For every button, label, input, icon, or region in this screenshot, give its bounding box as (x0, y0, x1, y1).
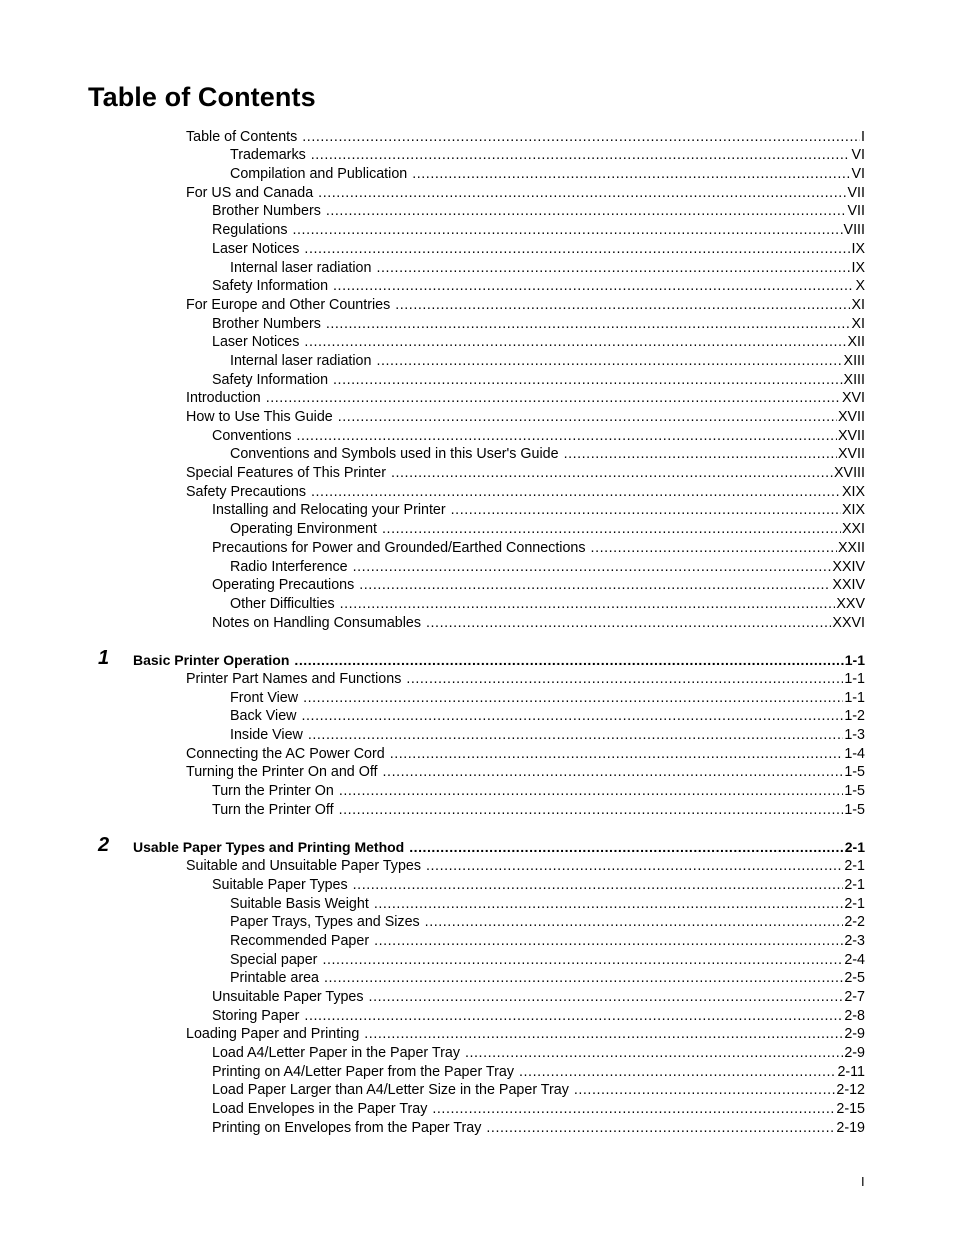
toc-entry-label: Loading Paper and Printing (186, 1026, 360, 1043)
toc-entry-page: 2-11 (837, 1063, 865, 1080)
toc-entry[interactable] (0, 183, 954, 202)
dot-leader (324, 970, 843, 987)
toc-entry[interactable] (0, 931, 954, 950)
dot-leader (304, 1008, 843, 1025)
dot-leader (519, 1064, 836, 1081)
dot-leader (406, 671, 843, 688)
toc-entry-page: 1-1 (844, 652, 865, 669)
toc-entry-label: Connecting the AC Power Cord (186, 745, 385, 762)
toc-entry-page: 1-5 (844, 783, 865, 800)
toc-entry-page: 1-2 (844, 708, 865, 725)
toc-entry[interactable] (0, 969, 954, 988)
dot-leader (426, 858, 843, 875)
toc-entry-page: 1-1 (844, 689, 865, 706)
toc-entry-label: Load A4/Letter Paper in the Paper Tray (212, 1045, 460, 1061)
dot-leader (359, 577, 831, 594)
toc-entry-page: VIII (843, 222, 865, 239)
dot-leader (382, 521, 841, 538)
toc-entry[interactable] (0, 370, 954, 389)
toc-entry-label: Safety Information (212, 278, 329, 295)
dot-leader (339, 783, 843, 800)
toc-entry-label: Suitable Basis Weight (230, 895, 369, 912)
toc-entry-page: XI (851, 315, 865, 332)
toc-entry-page: 2-5 (844, 970, 865, 987)
toc-entry-page: XIX (841, 483, 865, 500)
dot-leader (364, 1026, 843, 1043)
toc-entry[interactable] (0, 950, 954, 969)
toc-entry-page: 1-1 (844, 670, 865, 687)
toc-entry[interactable] (0, 781, 954, 800)
toc-entry[interactable] (0, 127, 954, 146)
dot-leader (564, 446, 837, 463)
toc-entry[interactable] (0, 482, 954, 501)
dot-leader (374, 933, 843, 950)
toc-entry-label: Printable area (230, 970, 320, 987)
toc-entry-label: Printing on A4/Letter Paper from the Paper Tray (212, 1063, 514, 1080)
dot-leader (574, 1082, 836, 1099)
toc-entry-label: Radio Interference (230, 558, 348, 575)
toc-entry-label: For Europe and Other Countries (186, 296, 391, 313)
toc-entry-page: XXV (836, 595, 865, 612)
toc-entry[interactable] (0, 707, 954, 726)
dot-leader (302, 129, 860, 146)
toc-entry[interactable] (0, 875, 954, 894)
toc-entry-label: Printer Part Names and Functions (186, 670, 402, 687)
toc-entry-label: Operating Environment (230, 521, 378, 538)
toc-entry[interactable] (0, 258, 954, 277)
toc-entry-label: Safety Precautions (186, 483, 307, 500)
dot-leader (591, 540, 837, 557)
dot-leader (338, 409, 837, 426)
toc-entry-page: VI (851, 166, 865, 183)
toc-entry-label: Back View (230, 708, 297, 725)
toc-entry-label: Turning the Printer On and Off (186, 764, 378, 781)
dot-leader (293, 222, 843, 239)
toc-list (0, 127, 954, 1137)
toc-entry-label: Printing on Envelopes from the Paper Tray (212, 1119, 482, 1136)
dot-leader (369, 989, 844, 1006)
dot-leader (374, 896, 844, 913)
toc-entry-page: XVII (837, 446, 865, 463)
dot-leader (383, 764, 844, 781)
toc-entry-label: Conventions and Symbols used in this User's Guide (230, 446, 559, 463)
toc-entry-page: XII (847, 334, 865, 351)
dot-leader (353, 877, 844, 894)
toc-entry[interactable] (0, 913, 954, 932)
toc-entry-page: XIII (843, 371, 865, 388)
toc-entry[interactable] (0, 389, 954, 408)
dot-leader (353, 559, 832, 576)
toc-chapter-entry[interactable] (0, 834, 954, 857)
toc-entry[interactable] (0, 220, 954, 239)
toc-entry-page: 2-15 (836, 1101, 865, 1118)
dot-leader (390, 746, 844, 763)
toc-entry-page: 1-5 (844, 764, 865, 781)
toc-entry-label: Load Paper Larger than A4/Letter Size in the Paper Tray (212, 1082, 569, 1099)
toc-entry[interactable] (0, 800, 954, 819)
toc-entry-page: XIX (841, 502, 865, 519)
toc-entry-label: For US and Canada (186, 184, 314, 201)
toc-entry-page: XXIV (832, 577, 865, 594)
toc-entry[interactable] (0, 1099, 954, 1118)
dot-leader (409, 839, 844, 856)
toc-entry[interactable] (0, 1118, 954, 1137)
toc-entry-label: Operating Precautions (212, 577, 355, 594)
toc-chapter-entry[interactable] (0, 647, 954, 670)
dot-leader (303, 690, 843, 707)
dot-leader (326, 316, 851, 333)
toc-entry-label: Turn the Printer Off (212, 801, 334, 818)
toc-entry-label: Special paper (230, 951, 318, 968)
toc-entry[interactable] (0, 594, 954, 613)
dot-leader (376, 260, 850, 277)
toc-entry-page: X (855, 278, 865, 295)
toc-entry[interactable] (0, 725, 954, 744)
toc-entry[interactable] (0, 164, 954, 183)
chapter-number: 1 (98, 647, 110, 670)
dot-leader (391, 465, 833, 482)
toc-entry-page: 2-4 (844, 951, 865, 968)
toc-entry-page: 2-19 (836, 1119, 865, 1136)
toc-entry[interactable] (0, 744, 954, 763)
toc-entry-page: XXIV (832, 558, 865, 575)
toc-entry-label: Trademarks (230, 147, 306, 164)
toc-entry[interactable] (0, 987, 954, 1006)
toc-entry-label: Special Features of This Printer (186, 465, 386, 482)
toc-entry-label: Storing Paper (212, 1007, 300, 1024)
toc-entry-page: 2-2 (844, 914, 865, 931)
toc-entry[interactable] (0, 763, 954, 782)
dot-leader (395, 297, 850, 314)
dot-leader (426, 615, 831, 632)
toc-entry-page: VII (847, 203, 865, 220)
toc-entry-page: XXII (837, 539, 865, 556)
toc-entry[interactable] (0, 1025, 954, 1044)
toc-entry-label: Turn the Printer On (212, 783, 334, 800)
toc-entry[interactable] (0, 856, 954, 875)
toc-entry-label: Usable Paper Types and Printing Method (133, 839, 405, 856)
toc-entry-page: 2-1 (844, 876, 865, 893)
dot-leader (333, 278, 854, 295)
toc-entry-page: 2-3 (844, 932, 865, 949)
toc-entry[interactable] (0, 295, 954, 314)
dot-leader (376, 353, 842, 370)
toc-entry-label: Recommended Paper (230, 932, 370, 949)
page-number: I (861, 1174, 865, 1189)
toc-entry-label: Safety Information (212, 371, 329, 388)
dot-leader (322, 952, 843, 969)
toc-entry-label: Internal laser radiation (230, 259, 372, 276)
toc-entry-label: Basic Printer Operation (133, 652, 290, 669)
dot-leader (486, 1120, 835, 1137)
toc-entry-page: XIII (843, 352, 865, 369)
toc-entry-label: Suitable Paper Types (212, 876, 348, 893)
toc-entry-label: How to Use This Guide (186, 409, 333, 425)
dot-leader (326, 203, 847, 220)
toc-entry[interactable] (0, 314, 954, 333)
toc-entry-page: XVII (837, 409, 865, 425)
toc-entry-page: XVI (841, 390, 865, 407)
toc-entry-page: 1-3 (844, 727, 865, 743)
toc-entry-page: 2-7 (844, 988, 865, 1005)
dot-leader (311, 484, 841, 501)
toc-entry[interactable] (0, 351, 954, 370)
toc-entry-page: IX (851, 259, 865, 276)
toc-entry[interactable] (0, 501, 954, 520)
page-title: Table of Contents (88, 82, 316, 112)
toc-entry[interactable] (0, 202, 954, 221)
toc-entry-page: 2-1 (844, 858, 865, 875)
toc-entry[interactable] (0, 407, 954, 426)
toc-entry-label: Compilation and Publication (230, 166, 408, 183)
toc-entry[interactable] (0, 1006, 954, 1025)
toc-entry-page: XI (851, 296, 865, 313)
toc-entry-page: XXVI (832, 614, 865, 631)
toc-entry-label: Laser Notices (212, 334, 300, 351)
toc-entry[interactable] (0, 426, 954, 445)
toc-entry[interactable] (0, 239, 954, 258)
toc-entry-page: 2-12 (836, 1082, 865, 1099)
toc-entry-page: 2-8 (844, 1007, 865, 1024)
toc-entry-label: Unsuitable Paper Types (212, 988, 364, 1005)
toc-entry-label: Introduction (186, 390, 261, 407)
toc-entry-label: Load Envelopes in the Paper Tray (212, 1101, 428, 1118)
toc-entry-page: 2-1 (844, 895, 865, 912)
toc-entry[interactable] (0, 463, 954, 482)
toc-entry-label: Other Difficulties (230, 595, 335, 612)
dot-leader (333, 372, 843, 389)
dot-leader (304, 241, 850, 258)
toc-entry[interactable] (0, 1062, 954, 1081)
toc-entry[interactable] (0, 894, 954, 913)
toc-entry-page: VII (847, 184, 865, 201)
toc-entry-label: Brother Numbers (212, 203, 321, 220)
dot-leader (432, 1101, 835, 1118)
toc-entry-label: Inside View (230, 727, 303, 743)
toc-entry[interactable] (0, 445, 954, 464)
toc-entry-label: Laser Notices (212, 240, 300, 257)
toc-entry[interactable] (0, 688, 954, 707)
toc-entry-label: Paper Trays, Types and Sizes (230, 914, 420, 931)
dot-leader (425, 914, 844, 931)
dot-leader (339, 802, 844, 819)
toc-entry[interactable] (0, 669, 954, 688)
dot-leader (318, 185, 846, 202)
toc-entry[interactable] (0, 519, 954, 538)
toc-entry[interactable] (0, 576, 954, 595)
toc-entry[interactable] (0, 333, 954, 352)
toc-entry[interactable] (0, 146, 954, 165)
toc-entry-page: 1-5 (844, 801, 865, 818)
toc-entry-label: Installing and Relocating your Printer (212, 502, 446, 519)
dot-leader (294, 652, 843, 669)
dot-leader (296, 428, 836, 445)
toc-entry-label: Table of Contents (186, 128, 298, 145)
chapter-number: 2 (98, 834, 110, 857)
toc-entry[interactable] (0, 538, 954, 557)
dot-leader (311, 147, 851, 164)
dot-leader (451, 502, 841, 519)
dot-leader (302, 708, 844, 725)
toc-entry-label: Regulations (212, 222, 288, 239)
toc-entry-label: Notes on Handling Consumables (212, 614, 422, 631)
toc-entry-page: XVII (837, 427, 865, 444)
toc-entry-page: IX (851, 240, 865, 257)
dot-leader (412, 166, 850, 183)
toc-entry[interactable] (0, 277, 954, 296)
toc-entry-label: Precautions for Power and Grounded/Earthed Connections (212, 539, 586, 556)
toc-entry-page: 2-9 (844, 1045, 865, 1061)
dot-leader (308, 727, 843, 744)
dot-leader (304, 334, 846, 351)
toc-entry-label: Front View (230, 689, 299, 706)
toc-entry-label: Brother Numbers (212, 315, 321, 332)
toc-entry[interactable] (0, 613, 954, 632)
toc-entry[interactable] (0, 557, 954, 576)
toc-entry-page: 2-9 (844, 1026, 865, 1043)
toc-entry[interactable] (0, 1081, 954, 1100)
dot-leader (266, 390, 841, 407)
toc-entry-page: 2-1 (844, 839, 865, 856)
dot-leader (340, 596, 836, 613)
toc-entry-page: I (861, 128, 865, 145)
toc-entry-page: XXI (841, 521, 865, 538)
dot-leader (465, 1045, 843, 1062)
toc-entry-label: Suitable and Unsuitable Paper Types (186, 858, 421, 875)
toc-entry-label: Conventions (212, 427, 292, 444)
toc-entry-page: 1-4 (844, 745, 865, 762)
toc-entry-page: XVIII (834, 465, 865, 482)
toc-entry-page: VI (851, 147, 865, 164)
toc-entry-label: Internal laser radiation (230, 352, 372, 369)
toc-entry[interactable] (0, 1043, 954, 1062)
